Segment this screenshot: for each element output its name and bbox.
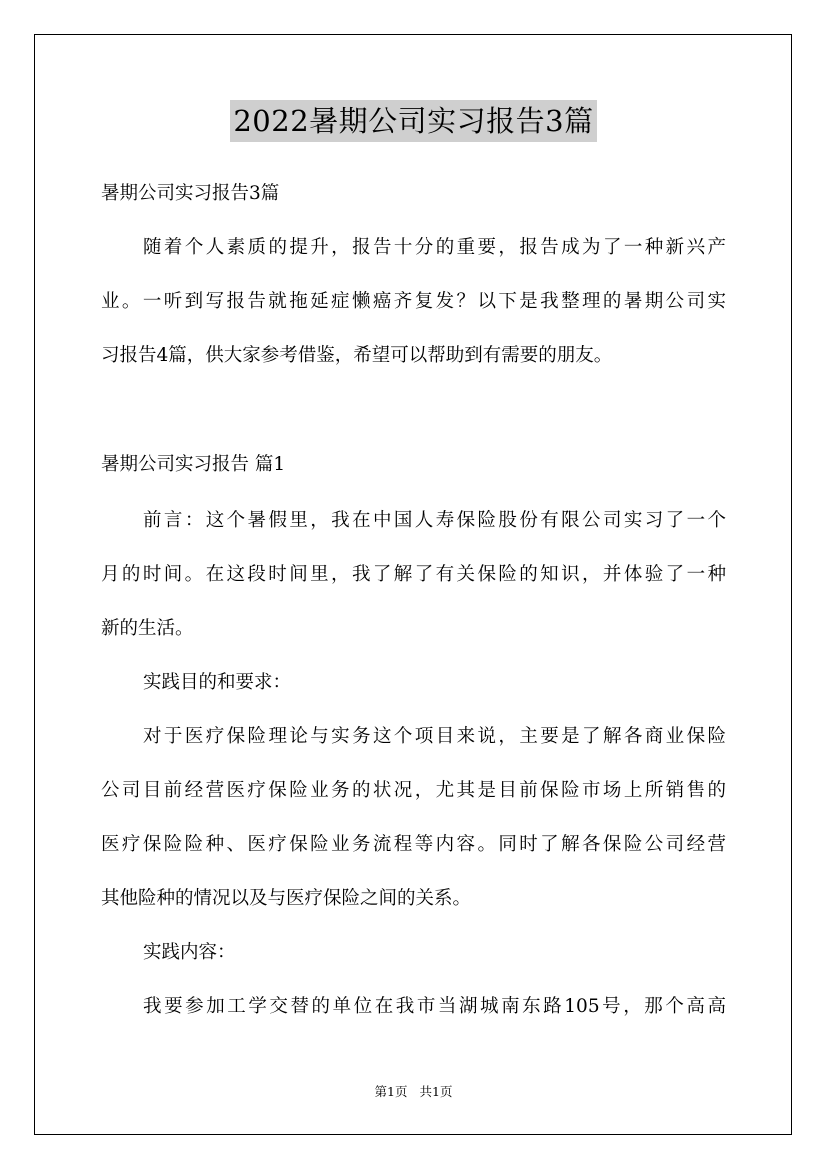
- purpose-line: 公司目前经营医疗保险业务的状况，尤其是目前保险市场上所销售的: [101, 780, 726, 801]
- intro-line: 业。一听到写报告就拖延症懒癌齐复发？以下是我整理的暑期公司实: [101, 291, 726, 312]
- purpose-line: 医疗保险险种、医疗保险业务流程等内容。同时了解各保险公司经营: [101, 834, 726, 855]
- purpose-line: 其他险种的情况以及与医疗保险之间的关系。: [101, 888, 472, 909]
- page-number: 第1页: [374, 1084, 408, 1099]
- document-title: 2022暑期公司实习报告3篇: [230, 100, 596, 142]
- purpose-line: 对于医疗保险理论与实务这个项目来说，主要是了解各商业保险: [143, 726, 726, 747]
- purpose-heading: 实践目的和要求：: [143, 672, 292, 693]
- title-container: [0, 100, 827, 142]
- preface-line: 月的时间。在这段时间里，我了解了有关保险的知识，并体验了一种: [101, 564, 726, 585]
- document-subtitle: 暑期公司实习报告3篇: [101, 183, 280, 204]
- preface-line: 前言：这个暑假里，我在中国人寿保险股份有限公司实习了一个: [143, 510, 726, 531]
- intro-line: 随着个人素质的提升，报告十分的重要，报告成为了一种新兴产: [143, 237, 726, 258]
- preface-line: 新的生活。: [101, 618, 194, 639]
- page-footer: [0, 1084, 827, 1100]
- page-total: 共1页: [419, 1084, 453, 1099]
- section-heading: 暑期公司实习报告 篇1: [101, 454, 286, 475]
- content-heading: 实践内容：: [143, 942, 236, 963]
- content-line: 我要参加工学交替的单位在我市当湖城南东路105号，那个高高: [143, 996, 726, 1017]
- intro-line: 习报告4篇，供大家参考借鉴，希望可以帮助到有需要的朋友。: [101, 345, 613, 366]
